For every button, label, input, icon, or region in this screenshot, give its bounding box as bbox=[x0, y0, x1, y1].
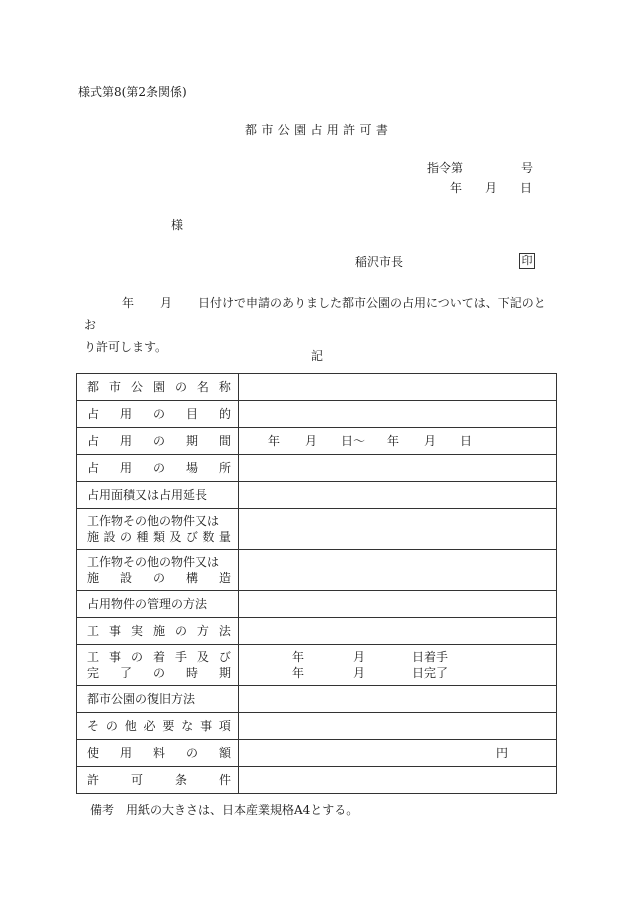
table-row bbox=[77, 767, 557, 794]
fee-field[interactable] bbox=[239, 740, 557, 767]
conditions-field[interactable] bbox=[239, 767, 557, 794]
start-month: 月 bbox=[353, 650, 366, 664]
ki-heading: 記 bbox=[311, 349, 324, 363]
row-label: 工作物その他の物件又は 施 設 の 構 造 bbox=[77, 550, 239, 591]
facility-type-field[interactable] bbox=[239, 509, 557, 550]
row-label: 占用物件の管理の方法 bbox=[77, 591, 239, 618]
table-row bbox=[77, 455, 557, 482]
table-row bbox=[77, 740, 557, 767]
date-year: 年 bbox=[450, 181, 463, 195]
title-char: 可 bbox=[359, 123, 372, 137]
title-char: 用 bbox=[326, 123, 339, 137]
period-year-1: 年 bbox=[268, 434, 281, 448]
period-year-2: 年 bbox=[387, 434, 400, 448]
period-day-1: 日〜 bbox=[341, 434, 366, 448]
body-year: 年 bbox=[122, 296, 135, 310]
permit-table bbox=[76, 373, 557, 794]
row-label: 占 用 の 目 的 bbox=[77, 401, 239, 428]
row-label: そ の 他 必 要 な 事 項 bbox=[77, 713, 239, 740]
restoration-field[interactable] bbox=[239, 686, 557, 713]
table-row bbox=[77, 618, 557, 645]
body-text-1: 日付けで申請のありました都市公園の占用については、下記のとお bbox=[84, 296, 546, 332]
construction-method-field[interactable] bbox=[239, 618, 557, 645]
row-label: 都 市 公 園 の 名 称 bbox=[77, 374, 239, 401]
table-row bbox=[77, 509, 557, 550]
issuer: 稲沢市長 bbox=[355, 255, 404, 269]
title-char: 市 bbox=[261, 123, 274, 137]
start-label: 日着手 bbox=[412, 650, 449, 664]
row-label: 占 用 の 期 間 bbox=[77, 428, 239, 455]
location-field[interactable] bbox=[239, 455, 557, 482]
page-title bbox=[245, 123, 388, 137]
table-row bbox=[77, 645, 557, 686]
period-month-1: 月 bbox=[305, 434, 318, 448]
period-field[interactable] bbox=[239, 428, 557, 455]
addressee-suffix: 様 bbox=[171, 218, 184, 232]
park-name-field[interactable] bbox=[239, 374, 557, 401]
management-field[interactable] bbox=[239, 591, 557, 618]
title-char: 都 bbox=[245, 123, 258, 137]
period-month-2: 月 bbox=[424, 434, 437, 448]
seal-mark: 印 bbox=[519, 253, 535, 269]
row-label: 工 事 の 着 手 及 び 完 了 の 時 期 bbox=[77, 645, 239, 686]
row-label: 占用面積又は占用延長 bbox=[77, 482, 239, 509]
form-number: 様式第8(第2条関係) bbox=[78, 85, 187, 99]
row-label: 占 用 の 場 所 bbox=[77, 455, 239, 482]
row-label: 工 事 実 施 の 方 法 bbox=[77, 618, 239, 645]
fee-unit: 円 bbox=[496, 746, 509, 760]
table-row bbox=[77, 401, 557, 428]
title-char: 公 bbox=[277, 123, 290, 137]
table-row bbox=[77, 550, 557, 591]
other-matters-field[interactable] bbox=[239, 713, 557, 740]
table-row bbox=[77, 428, 557, 455]
start-year: 年 bbox=[292, 650, 305, 664]
directive-suffix: 号 bbox=[521, 161, 534, 175]
purpose-field[interactable] bbox=[239, 401, 557, 428]
row-label: 許 可 条 件 bbox=[77, 767, 239, 794]
row-label: 工作物その他の物件又は 施 設 の 種 類 及 び 数 量 bbox=[77, 509, 239, 550]
table-row bbox=[77, 591, 557, 618]
end-month: 月 bbox=[353, 666, 366, 680]
title-char: 園 bbox=[294, 123, 307, 137]
footnote: 備考 用紙の大きさは、日本産業規格A4とする。 bbox=[90, 803, 359, 817]
table-row bbox=[77, 713, 557, 740]
construction-schedule-field[interactable] bbox=[239, 645, 557, 686]
title-char: 占 bbox=[310, 123, 323, 137]
table-row bbox=[77, 482, 557, 509]
end-year: 年 bbox=[292, 666, 305, 680]
directive-label: 指令第 bbox=[427, 161, 464, 175]
row-label: 使 用 料 の 額 bbox=[77, 740, 239, 767]
period-day-2: 日 bbox=[460, 434, 473, 448]
row-label: 都市公園の復旧方法 bbox=[77, 686, 239, 713]
body-text-2: り許可します。 bbox=[84, 340, 168, 354]
date-month: 月 bbox=[485, 181, 498, 195]
body-month: 月 bbox=[160, 296, 173, 310]
table-row bbox=[77, 374, 557, 401]
title-char: 許 bbox=[343, 123, 356, 137]
title-char: 書 bbox=[375, 123, 388, 137]
date-day: 日 bbox=[520, 181, 533, 195]
end-label: 日完了 bbox=[412, 666, 449, 680]
structure-field[interactable] bbox=[239, 550, 557, 591]
table-row bbox=[77, 686, 557, 713]
area-field[interactable] bbox=[239, 482, 557, 509]
